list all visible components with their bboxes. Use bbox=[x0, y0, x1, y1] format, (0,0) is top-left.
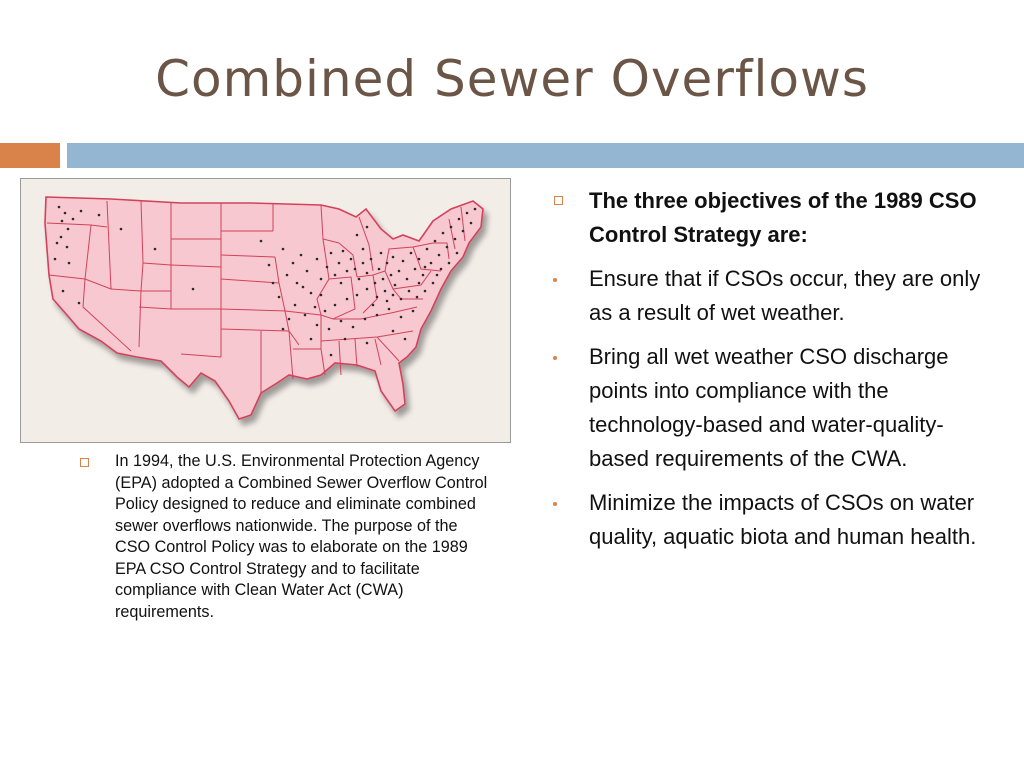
square-bullet-icon bbox=[80, 458, 89, 467]
objectives-heading-text: The three objectives of the 1989 CSO Control Strategy are: bbox=[589, 188, 977, 247]
us-outline bbox=[45, 197, 483, 419]
policy-description bbox=[76, 451, 496, 623]
objective-text: Minimize the impacts of CSOs on water quality, aquatic biota and human health. bbox=[589, 490, 977, 549]
dot-bullet-icon bbox=[553, 356, 557, 360]
objective-item bbox=[548, 486, 998, 554]
dot-bullet-icon bbox=[553, 502, 557, 506]
objective-text: Bring all wet weather CSO discharge points into compliance with the technology-based and water-quality-based requirements of the CWA. bbox=[589, 344, 949, 471]
objective-text: Ensure that if CSOs occur, they are only as a result of wet weather. bbox=[589, 266, 981, 325]
us-map-image bbox=[21, 179, 510, 442]
dot-bullet-icon bbox=[553, 278, 557, 282]
policy-paragraph: In 1994, the U.S. Environmental Protection Agency (EPA) adopted a Combined Sewer Overflow Control Policy designed to reduce and eliminate combined sewer overflows nationwide. The purpose of the CSO Control Policy was to elaborate on the 1989 EPA CSO Control Strategy and to facilitate compliance with Clean Water Act (CWA) requirements. bbox=[115, 452, 488, 621]
objective-item bbox=[548, 262, 998, 330]
accent-bar-orange bbox=[0, 143, 60, 168]
accent-bar-blue bbox=[67, 143, 1024, 168]
objectives-heading bbox=[548, 184, 998, 252]
objectives-list bbox=[548, 184, 998, 564]
us-cso-map bbox=[20, 178, 511, 443]
slide-title: Combined Sewer Overflows bbox=[155, 50, 869, 108]
square-bullet-icon bbox=[554, 196, 563, 205]
objective-item bbox=[548, 340, 998, 476]
